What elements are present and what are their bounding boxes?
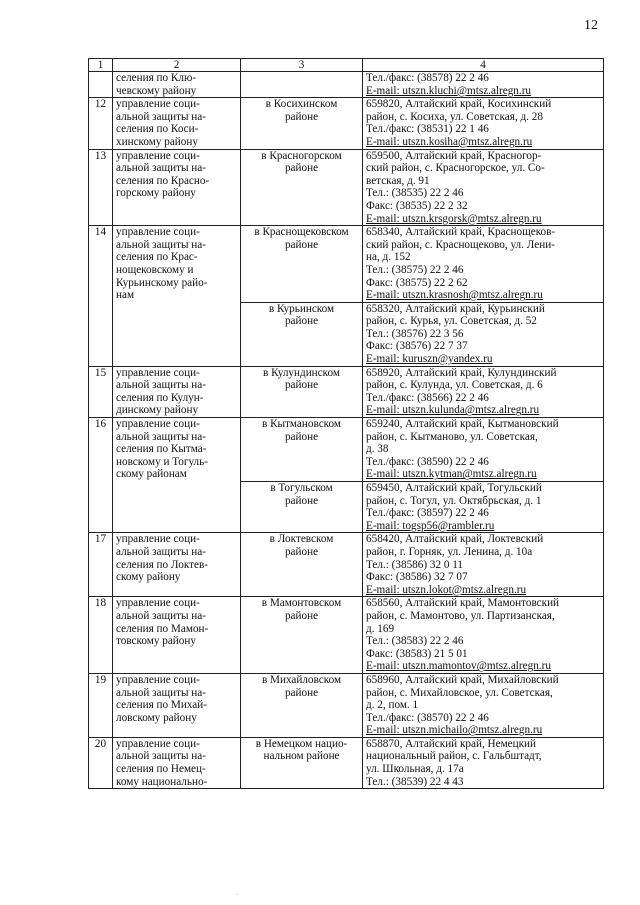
area-line: районе — [284, 494, 319, 507]
contact-cell — [363, 482, 604, 533]
department-cell — [113, 149, 241, 226]
area-line: районе — [284, 162, 319, 175]
area-line: районе — [284, 315, 319, 328]
contact-line: E-mail: utszn.kulunda@mtsz.alregn.ru — [366, 404, 540, 417]
contact-line: Тел./факс: (38570) 22 2 46 — [366, 711, 489, 724]
contact-line: район, с. Косиха, ул. Советская, д. 28 — [366, 110, 543, 123]
table-row — [89, 366, 604, 417]
contact-line: ул. Школьная, д. 17а — [366, 763, 464, 776]
contact-line: E-mail: kuruszn@yandex.ru — [366, 353, 493, 366]
contact-line: Тел./факс: (38597) 22 2 46 — [366, 507, 489, 520]
contact-line: 659820, Алтайский край, Косихинский — [366, 98, 552, 111]
area-line: районе — [284, 609, 319, 622]
department-line: альной защиты на- — [116, 609, 206, 622]
contact-line: Факс: (38575) 22 2 62 — [366, 276, 468, 289]
contact-line: д. 2, пом. 1 — [366, 699, 419, 712]
area-cell — [241, 366, 363, 417]
area-line: районе — [284, 545, 319, 558]
department-line: управление соци- — [116, 533, 200, 546]
contact-line: Тел.: (38586) 32 0 11 — [366, 558, 464, 571]
contact-line: 658340, Алтайский край, Краснощеков- — [366, 226, 556, 239]
column-header: 3 — [241, 59, 363, 72]
department-line: альной защиты на- — [116, 430, 206, 443]
contact-line: E-mail: utszn.lokot@mtsz.alregn.ru — [366, 583, 527, 596]
area-line: в Курьинском — [268, 302, 335, 315]
contact-cell — [363, 533, 604, 597]
area-line: в Косихинском — [265, 98, 338, 111]
contact-line: E-mail: utszn.kytman@mtsz.alregn.ru — [366, 468, 537, 481]
table-row — [89, 418, 604, 482]
row-number: 12 — [89, 98, 113, 149]
contact-line: E-mail: utszn.kosiha@mtsz.alregn.ru — [366, 135, 533, 148]
area-line: районе — [284, 430, 319, 443]
column-header: 1 — [89, 59, 113, 72]
contact-cell — [363, 226, 604, 303]
department-line: селения по Красно- — [116, 174, 210, 187]
contact-line: 658560, Алтайский край, Мамонтовский — [366, 597, 560, 610]
contact-line: 659450, Алтайский край, Тогульский — [366, 482, 542, 494]
department-cell — [113, 418, 241, 533]
department-line: селения по Мамон- — [116, 622, 209, 635]
contact-line: национальный район, с. Гальбштадт, — [366, 750, 542, 763]
contact-cell — [363, 302, 604, 366]
column-header: 2 — [113, 59, 241, 72]
department-line: управление соци- — [116, 366, 200, 379]
area-line: в Кулундинском — [263, 366, 340, 379]
table-row — [89, 673, 604, 737]
area-line: в Мамонтовском — [261, 597, 342, 610]
department-cell — [113, 366, 241, 417]
contact-line: E-mail: utszn.mamontov@mtsz.alregn.ru — [366, 660, 551, 673]
table-row — [89, 737, 604, 788]
contact-line: район, с. Кулунда, ул. Советская, д. 6 — [366, 379, 543, 392]
contact-line: д. 38 — [366, 443, 389, 456]
contact-line: район, с. Михайловское, ул. Советская, — [366, 686, 553, 699]
area-line: в Михайловском — [261, 673, 342, 686]
department-line: ловскому району — [116, 711, 197, 724]
contact-line: 658960, Алтайский край, Михайловский — [366, 673, 559, 686]
area-cell — [241, 597, 363, 674]
department-line: селения по Немец- — [116, 763, 206, 776]
area-line: в Кытмановском — [261, 418, 341, 431]
department-cell — [113, 226, 241, 367]
department-line: управление соци- — [116, 149, 200, 162]
contact-cell — [363, 597, 604, 674]
area-cell — [241, 302, 363, 366]
contact-cell — [363, 418, 604, 482]
area-line: районе — [284, 379, 319, 392]
contact-line: 658870, Алтайский край, Немецкий — [366, 737, 537, 750]
department-line: альной защиты на- — [116, 110, 206, 123]
table-row — [89, 226, 604, 303]
area-cell — [241, 72, 363, 98]
contact-line: E-mail: utszn.kluchi@mtsz.alregn.ru — [366, 84, 532, 97]
department-line: нощековскому и — [116, 263, 194, 276]
contact-line: 658920, Алтайский край, Кулундинский — [366, 366, 557, 379]
contact-line: Факс: (38583) 21 5 01 — [366, 647, 468, 660]
area-cell — [241, 98, 363, 149]
area-cell — [241, 533, 363, 597]
contact-line: E-mail: togsp56@rambler.ru — [366, 519, 495, 532]
contact-line: Тел./факс: (38531) 22 1 46 — [366, 123, 489, 136]
row-number: 14 — [89, 226, 113, 367]
area-cell — [241, 737, 363, 788]
area-cell — [241, 149, 363, 226]
table-row — [89, 149, 604, 226]
contact-line: Тел.: (38576) 22 3 56 — [366, 327, 464, 340]
contact-line: E-mail: utszn.krasnosh@mtsz.alregn.ru — [366, 289, 543, 302]
row-number: 16 — [89, 418, 113, 533]
department-line: управление соци- — [116, 98, 200, 111]
department-line: селения по Кулун- — [116, 391, 204, 404]
area-cell — [241, 482, 363, 533]
contact-line: Тел.: (38575) 22 2 46 — [366, 263, 464, 276]
department-line: селения по Кытма- — [116, 443, 207, 456]
contact-line: Тел./факс: (38566) 22 2 46 — [366, 391, 489, 404]
department-line: селения по Михай- — [116, 699, 207, 712]
department-line: альной защиты на- — [116, 750, 206, 763]
contact-line: район, с. Мамонтово, ул. Партизанская, — [366, 609, 555, 622]
contact-line: E-mail: utszn.michailo@mtsz.alregn.ru — [366, 724, 543, 737]
area-line: в Тогульском — [270, 482, 333, 494]
table-row — [89, 597, 604, 674]
contact-cell — [363, 366, 604, 417]
area-line: в Немецком нацио- — [255, 737, 348, 750]
department-line: селения по Коси- — [116, 123, 199, 136]
department-line: чевскому району — [116, 84, 197, 97]
contact-line: Факс: (38576) 22 7 37 — [366, 340, 468, 353]
table-row — [89, 72, 604, 98]
department-line: нам — [116, 289, 135, 302]
department-line: товскому району — [116, 635, 196, 648]
department-line: управление соци- — [116, 597, 200, 610]
area-line: районе — [284, 686, 319, 699]
contact-line: Тел./факс: (38578) 22 2 46 — [366, 72, 489, 84]
department-line: скому району — [116, 571, 181, 584]
contact-line: д. 169 — [366, 622, 395, 635]
contact-line: Тел.: (38539) 22 4 43 — [366, 775, 464, 788]
contact-line: район, с. Тогул, ул. Октябрьская, д. 1 — [366, 494, 542, 507]
table-header-row — [89, 59, 604, 72]
contact-line: Факс: (38535) 22 2 32 — [366, 199, 468, 212]
department-line: управление соци- — [116, 226, 200, 239]
contact-line: район, с. Кытманово, ул. Советская, — [366, 430, 538, 443]
department-line: новскому и Тогуль- — [116, 455, 208, 468]
contact-cell — [363, 72, 604, 98]
area-line: в Локтевском — [269, 533, 334, 546]
table-row — [89, 98, 604, 149]
contact-line: район, г. Горняк, ул. Ленина, д. 10а — [366, 545, 533, 558]
area-line: в Красногорском — [261, 149, 342, 162]
contact-cell — [363, 737, 604, 788]
row-number: 13 — [89, 149, 113, 226]
row-number: 19 — [89, 673, 113, 737]
contact-line: район, с. Курья, ул. Советская, д. 52 — [366, 315, 537, 328]
row-number — [89, 72, 113, 98]
table-body — [89, 72, 604, 789]
department-line: скому районам — [116, 468, 187, 481]
contact-line: Тел.: (38535) 22 2 46 — [366, 187, 464, 200]
contact-line: ский район, с. Краснощеково, ул. Лени- — [366, 238, 555, 251]
department-cell — [113, 737, 241, 788]
department-cell — [113, 72, 241, 98]
department-line: альной защиты на- — [116, 238, 206, 251]
department-cell — [113, 98, 241, 149]
department-line: горскому району — [116, 187, 196, 200]
department-line: динскому району — [116, 404, 199, 417]
department-line: альной защиты на- — [116, 162, 206, 175]
department-line: альной защиты на- — [116, 686, 206, 699]
department-cell — [113, 533, 241, 597]
department-line: управление соци- — [116, 737, 200, 750]
department-line: хинскому району — [116, 135, 198, 148]
area-line: районе — [284, 110, 319, 123]
contact-line: Тел./факс: (38590) 22 2 46 — [366, 455, 489, 468]
area-line: районе — [284, 238, 319, 251]
contact-line: 659500, Алтайский край, Красногор- — [366, 149, 542, 162]
row-number: 18 — [89, 597, 113, 674]
department-line: кому национально- — [116, 775, 208, 788]
scan-mark: · — [236, 892, 238, 898]
contact-line: E-mail: utszn.krsgorsk@mtsz.alregn.ru — [366, 212, 542, 225]
area-cell — [241, 418, 363, 482]
contact-line: Факс: (38586) 32 7 07 — [366, 571, 468, 584]
department-line: альной защиты на- — [116, 379, 206, 392]
contact-cell — [363, 149, 604, 226]
department-line: управление соци- — [116, 418, 200, 431]
department-line: Курьинскому райо- — [116, 276, 208, 289]
row-number: 20 — [89, 737, 113, 788]
department-cell — [113, 597, 241, 674]
contact-cell — [363, 98, 604, 149]
department-line: селения по Локтев- — [116, 558, 208, 571]
area-line: в Краснощековском — [254, 226, 349, 239]
table-row — [89, 533, 604, 597]
contact-line: Тел.: (38583) 22 2 46 — [366, 635, 464, 648]
contact-line: ский район, с. Красногорское, ул. Со- — [366, 162, 545, 175]
area-line: нальном районе — [263, 750, 340, 763]
area-cell — [241, 226, 363, 303]
page-number: 12 — [584, 18, 598, 33]
department-line: управление соци- — [116, 673, 200, 686]
row-number: 17 — [89, 533, 113, 597]
department-line: альной защиты на- — [116, 545, 206, 558]
column-header: 4 — [363, 59, 604, 72]
area-cell — [241, 673, 363, 737]
row-number: 15 — [89, 366, 113, 417]
department-line: селения по Крас- — [116, 251, 198, 264]
contact-cell — [363, 673, 604, 737]
contact-line: ветская, д. 91 — [366, 174, 430, 187]
contact-line: 659240, Алтайский край, Кытмановский — [366, 418, 559, 431]
contact-line: 658420, Алтайский край, Локтевский — [366, 533, 544, 546]
contact-line: на, д. 152 — [366, 251, 411, 264]
department-line: селения по Клю- — [116, 72, 197, 84]
contact-line: 658320, Алтайский край, Курьинский — [366, 302, 545, 315]
department-cell — [113, 673, 241, 737]
contacts-table — [88, 58, 604, 789]
